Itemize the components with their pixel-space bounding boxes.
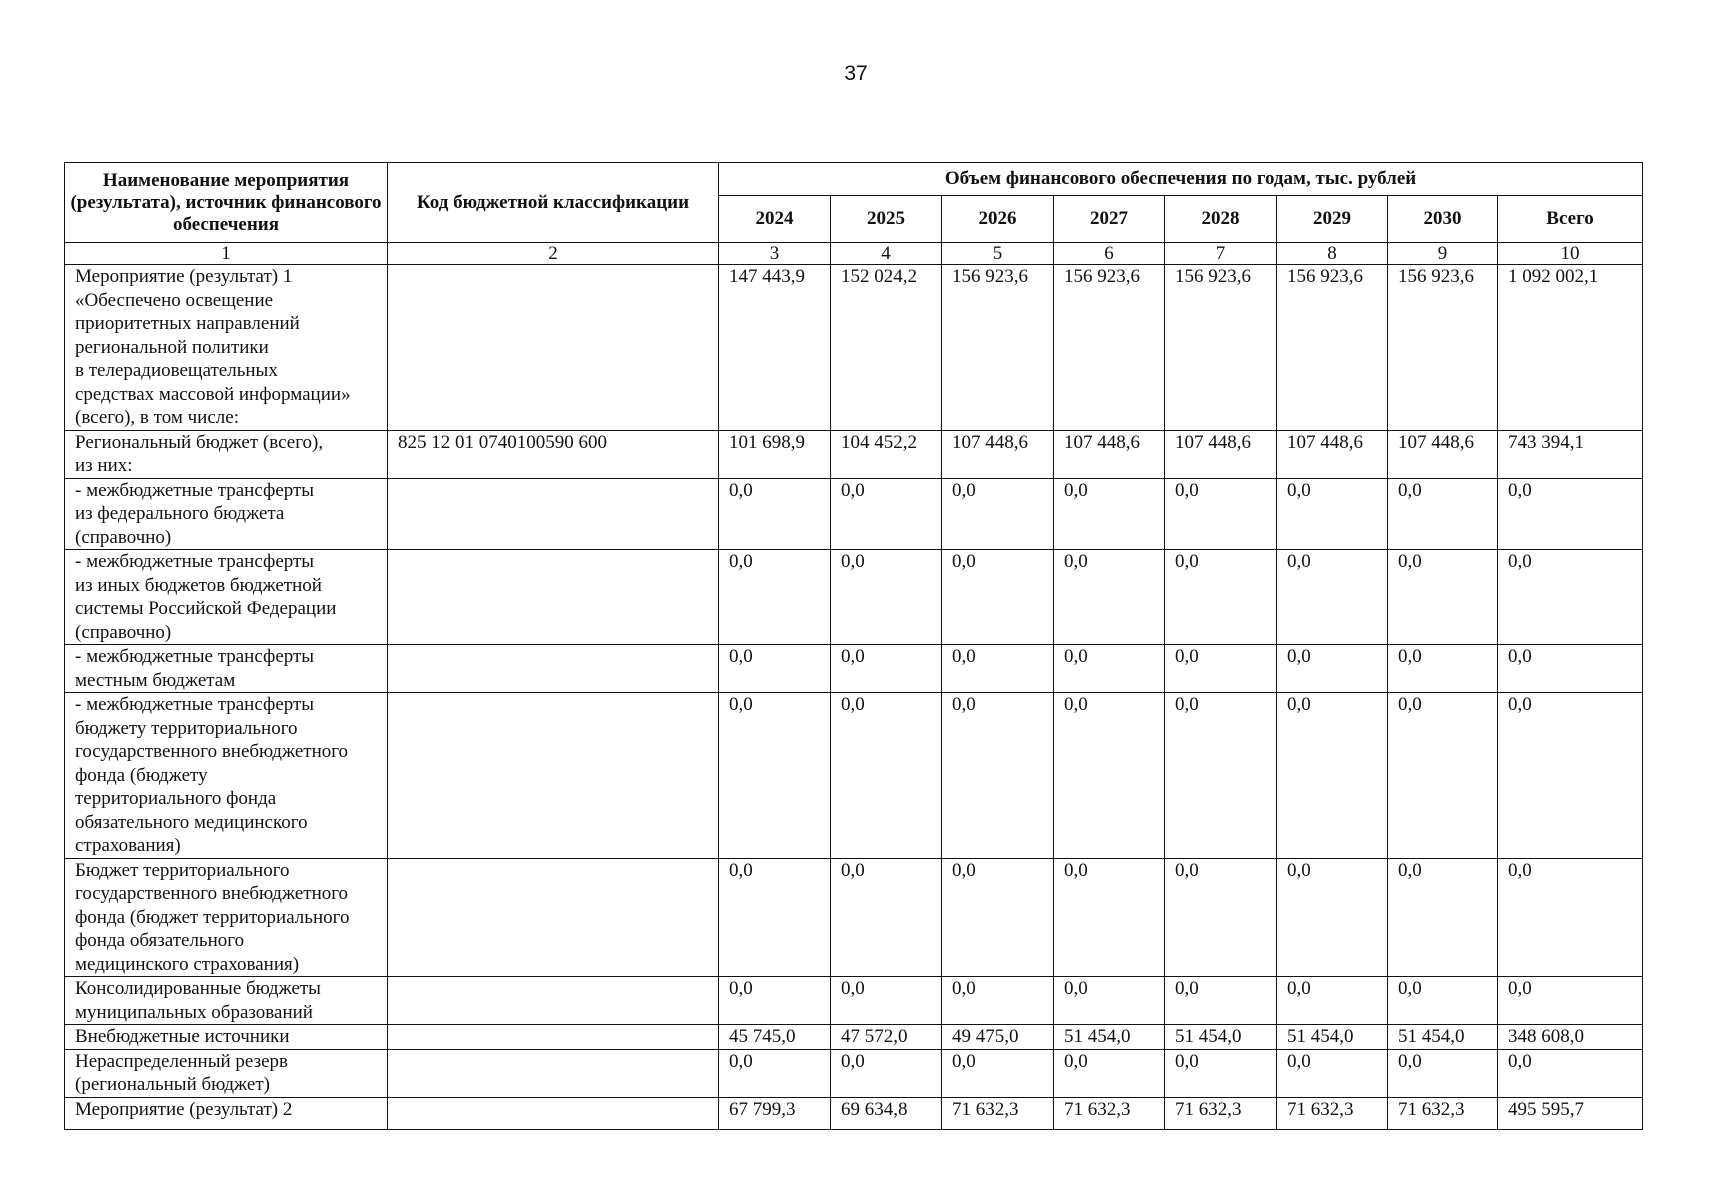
row-year-value: 0,0	[1165, 478, 1277, 550]
row-total-value: 495 595,7	[1498, 1097, 1643, 1129]
row-year-value: 0,0	[1054, 550, 1165, 645]
row-year-value: 71 632,3	[942, 1097, 1054, 1129]
financing-table	[64, 162, 1643, 1130]
row-year-value: 156 923,6	[1165, 265, 1277, 431]
table-row	[65, 858, 1643, 977]
table-row	[65, 1049, 1643, 1097]
row-code	[388, 478, 719, 550]
row-year-value: 0,0	[942, 645, 1054, 693]
table-body	[65, 243, 1643, 1130]
row-year-value: 71 632,3	[1388, 1097, 1498, 1129]
table-row	[65, 265, 1643, 431]
row-year-value: 0,0	[831, 977, 942, 1025]
row-code: 825 12 01 0740100590 600	[388, 430, 719, 478]
header-year: 2025	[831, 196, 942, 243]
row-code	[388, 693, 719, 859]
row-name: - межбюджетные трансферты бюджету территориального государственного внебюджетного фонда (бюджету территориального фонда обязательного медицинского страхования)	[65, 693, 388, 859]
row-total-value: 0,0	[1498, 977, 1643, 1025]
row-year-value: 71 632,3	[1165, 1097, 1277, 1129]
table-row	[65, 645, 1643, 693]
row-year-value: 51 454,0	[1277, 1025, 1388, 1050]
row-year-value: 107 448,6	[942, 430, 1054, 478]
row-year-value: 0,0	[1165, 645, 1277, 693]
row-year-value: 0,0	[942, 977, 1054, 1025]
table-row	[65, 693, 1643, 859]
header-year: 2024	[719, 196, 831, 243]
row-code	[388, 1025, 719, 1050]
column-number: 1	[65, 243, 388, 265]
row-year-value: 0,0	[719, 858, 831, 977]
column-number: 4	[831, 243, 942, 265]
table-row	[65, 550, 1643, 645]
page-number: 37	[844, 62, 868, 85]
row-total-value: 0,0	[1498, 645, 1643, 693]
row-total-value: 0,0	[1498, 693, 1643, 859]
row-year-value: 0,0	[831, 645, 942, 693]
row-year-value: 0,0	[1388, 977, 1498, 1025]
row-year-value: 0,0	[1277, 977, 1388, 1025]
row-year-value: 101 698,9	[719, 430, 831, 478]
row-year-value: 107 448,6	[1054, 430, 1165, 478]
table-row	[65, 430, 1643, 478]
row-year-value: 156 923,6	[1388, 265, 1498, 431]
row-year-value: 0,0	[1277, 550, 1388, 645]
row-year-value: 0,0	[719, 645, 831, 693]
row-total-value: 0,0	[1498, 550, 1643, 645]
column-number: 7	[1165, 243, 1277, 265]
row-year-value: 0,0	[1388, 693, 1498, 859]
row-code	[388, 977, 719, 1025]
row-total-value: 0,0	[1498, 858, 1643, 977]
row-code	[388, 645, 719, 693]
table-row	[65, 977, 1643, 1025]
table-row	[65, 1097, 1643, 1129]
row-year-value: 0,0	[1388, 550, 1498, 645]
row-year-value: 51 454,0	[1054, 1025, 1165, 1050]
row-year-value: 0,0	[1388, 478, 1498, 550]
row-year-value: 0,0	[719, 693, 831, 859]
row-year-value: 0,0	[1165, 693, 1277, 859]
row-year-value: 0,0	[942, 693, 1054, 859]
row-name: Мероприятие (результат) 2	[65, 1097, 388, 1129]
row-year-value: 0,0	[1054, 1049, 1165, 1097]
row-year-value: 0,0	[719, 1049, 831, 1097]
row-year-value: 71 632,3	[1054, 1097, 1165, 1129]
row-year-value: 152 024,2	[831, 265, 942, 431]
row-year-value: 0,0	[831, 858, 942, 977]
row-year-value: 156 923,6	[1277, 265, 1388, 431]
row-year-value: 0,0	[1165, 977, 1277, 1025]
row-year-value: 107 448,6	[1277, 430, 1388, 478]
row-name: Нераспределенный резерв (региональный бюджет)	[65, 1049, 388, 1097]
row-year-value: 156 923,6	[1054, 265, 1165, 431]
row-year-value: 47 572,0	[831, 1025, 942, 1050]
header-year: 2029	[1277, 196, 1388, 243]
row-year-value: 104 452,2	[831, 430, 942, 478]
row-year-value: 0,0	[1054, 693, 1165, 859]
row-year-value: 0,0	[1277, 645, 1388, 693]
row-year-value: 71 632,3	[1277, 1097, 1388, 1129]
row-name: - межбюджетные трансферты из иных бюджетов бюджетной системы Российской Федерации (справочно)	[65, 550, 388, 645]
column-number: 2	[388, 243, 719, 265]
row-total-value: 348 608,0	[1498, 1025, 1643, 1050]
row-year-value: 107 448,6	[1165, 430, 1277, 478]
row-name: Бюджет территориального государственного внебюджетного фонда (бюджет территориального фонда обязательного медицинского страхования)	[65, 858, 388, 977]
row-year-value: 67 799,3	[719, 1097, 831, 1129]
row-year-value: 0,0	[1054, 478, 1165, 550]
row-year-value: 0,0	[1165, 550, 1277, 645]
column-number: 3	[719, 243, 831, 265]
row-year-value: 0,0	[1388, 858, 1498, 977]
row-name: - межбюджетные трансферты местным бюджетам	[65, 645, 388, 693]
row-year-value: 156 923,6	[942, 265, 1054, 431]
header-year: 2027	[1054, 196, 1165, 243]
row-year-value: 0,0	[1165, 1049, 1277, 1097]
row-name: - межбюджетные трансферты из федерального бюджета (справочно)	[65, 478, 388, 550]
row-code	[388, 265, 719, 431]
table-row	[65, 478, 1643, 550]
row-total-value: 0,0	[1498, 1049, 1643, 1097]
header-total: Всего	[1498, 196, 1643, 243]
row-total-value: 1 092 002,1	[1498, 265, 1643, 431]
row-total-value: 0,0	[1498, 478, 1643, 550]
header-code-column: Код бюджетной классификации	[388, 163, 719, 243]
row-year-value: 0,0	[1388, 1049, 1498, 1097]
column-number: 9	[1388, 243, 1498, 265]
row-year-value: 0,0	[1388, 645, 1498, 693]
row-name: Консолидированные бюджеты муниципальных образований	[65, 977, 388, 1025]
row-year-value: 0,0	[831, 1049, 942, 1097]
header-group-title: Объем финансового обеспечения по годам, тыс. рублей	[719, 163, 1643, 196]
row-code	[388, 550, 719, 645]
header-year: 2026	[942, 196, 1054, 243]
row-year-value: 107 448,6	[1388, 430, 1498, 478]
column-number: 10	[1498, 243, 1643, 265]
row-year-value: 0,0	[1165, 858, 1277, 977]
row-year-value: 0,0	[1054, 977, 1165, 1025]
row-year-value: 49 475,0	[942, 1025, 1054, 1050]
column-number: 6	[1054, 243, 1165, 265]
row-code	[388, 1097, 719, 1129]
row-year-value: 0,0	[719, 977, 831, 1025]
row-year-value: 0,0	[942, 1049, 1054, 1097]
row-year-value: 147 443,9	[719, 265, 831, 431]
row-year-value: 0,0	[831, 550, 942, 645]
table-row	[65, 1025, 1643, 1050]
row-name: Региональный бюджет (всего), из них:	[65, 430, 388, 478]
row-year-value: 0,0	[1277, 1049, 1388, 1097]
row-code	[388, 1049, 719, 1097]
row-year-value: 0,0	[831, 478, 942, 550]
header-name-column: Наименование мероприятия (результата), источник финансового обеспечения	[65, 163, 388, 243]
row-year-value: 0,0	[719, 478, 831, 550]
row-year-value: 0,0	[719, 550, 831, 645]
header-year: 2028	[1165, 196, 1277, 243]
row-total-value: 743 394,1	[1498, 430, 1643, 478]
row-year-value: 0,0	[1277, 693, 1388, 859]
row-name: Мероприятие (результат) 1 «Обеспечено освещение приоритетных направлений региональной политики в телерадиовещательных средствах массовой информации» (всего), в том числе:	[65, 265, 388, 431]
header-year: 2030	[1388, 196, 1498, 243]
row-year-value: 0,0	[1277, 858, 1388, 977]
row-year-value: 69 634,8	[831, 1097, 942, 1129]
row-year-value: 0,0	[1277, 478, 1388, 550]
row-year-value: 0,0	[942, 550, 1054, 645]
column-number: 5	[942, 243, 1054, 265]
row-year-value: 0,0	[1054, 858, 1165, 977]
row-code	[388, 858, 719, 977]
row-name: Внебюджетные источники	[65, 1025, 388, 1050]
row-year-value: 51 454,0	[1165, 1025, 1277, 1050]
row-year-value: 45 745,0	[719, 1025, 831, 1050]
row-year-value: 51 454,0	[1388, 1025, 1498, 1050]
row-year-value: 0,0	[1054, 645, 1165, 693]
row-year-value: 0,0	[942, 858, 1054, 977]
row-year-value: 0,0	[831, 693, 942, 859]
column-number: 8	[1277, 243, 1388, 265]
row-year-value: 0,0	[942, 478, 1054, 550]
column-number-row	[65, 243, 1643, 265]
